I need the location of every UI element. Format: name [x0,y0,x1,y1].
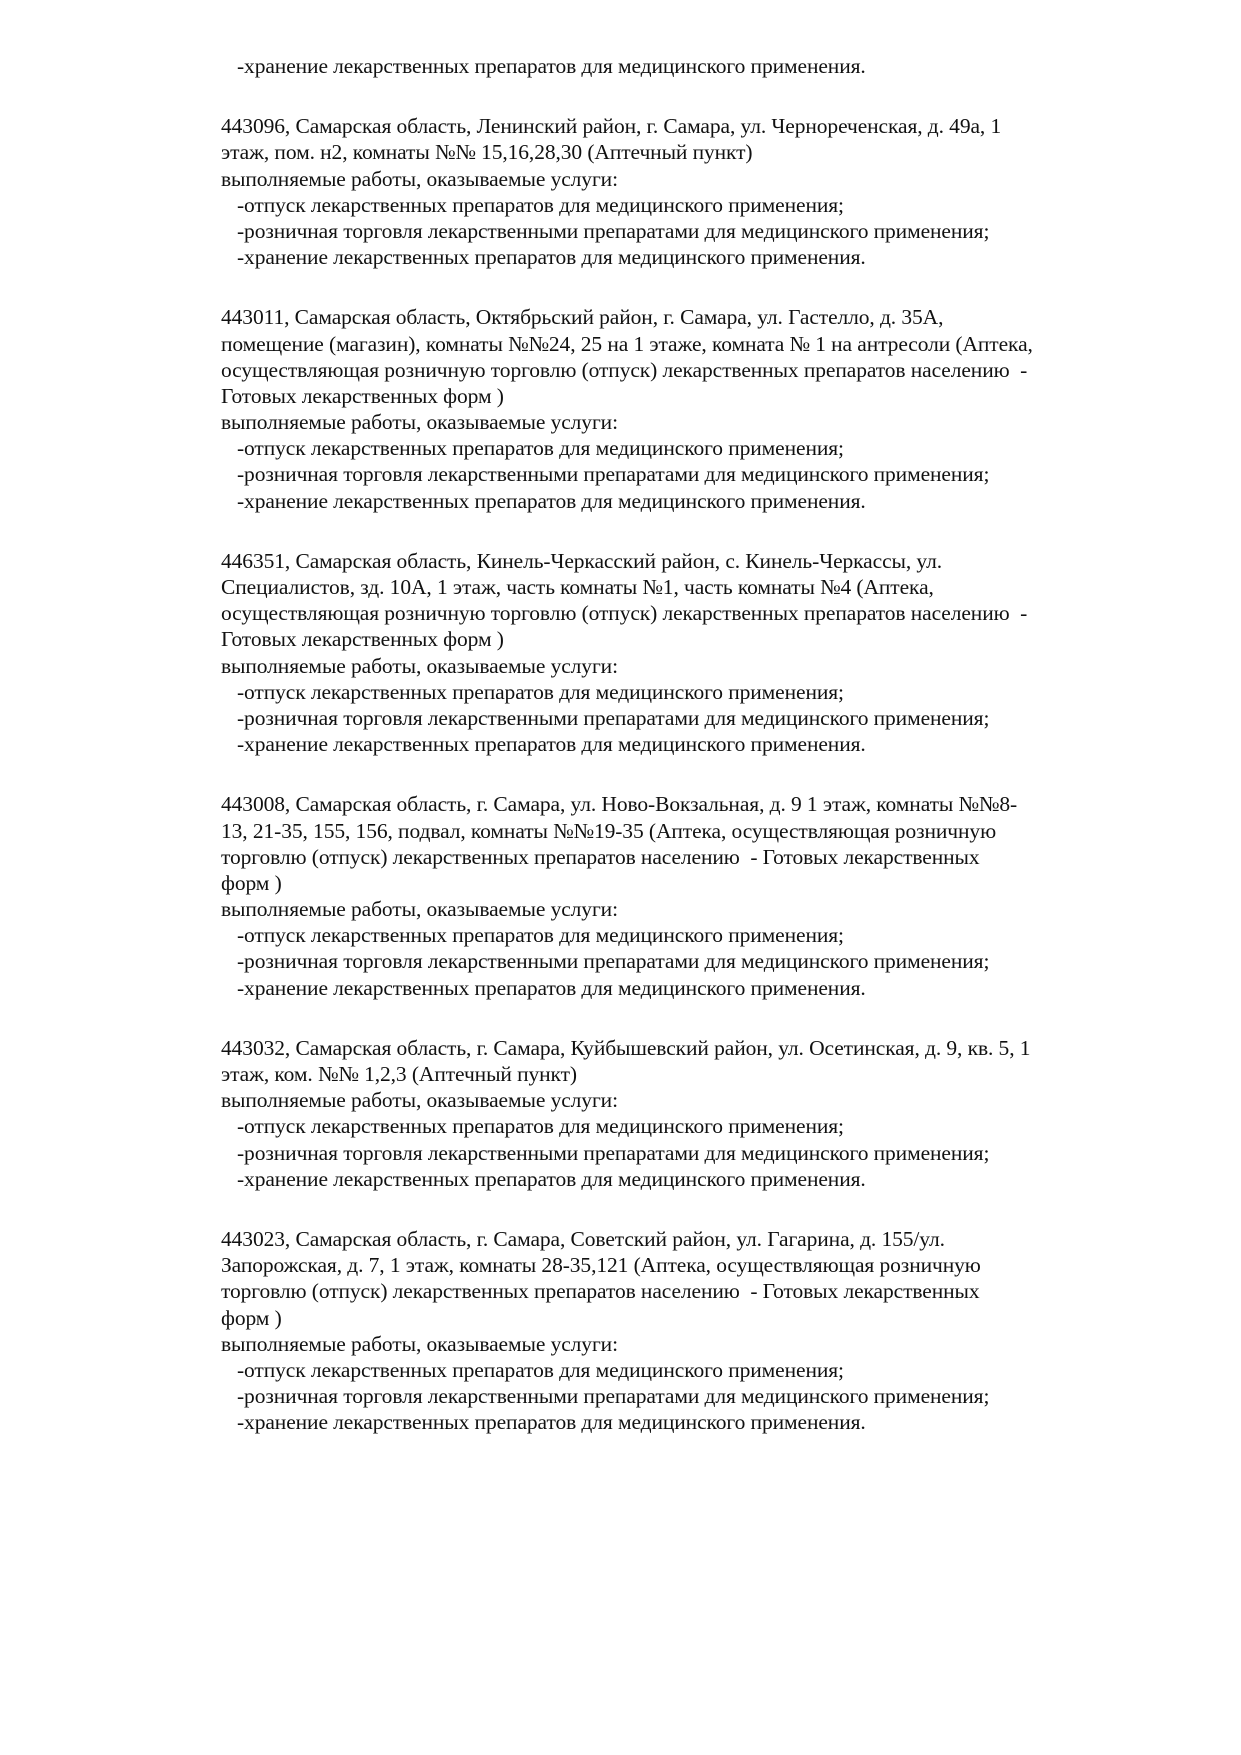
document-page [221,53,1181,1435]
address-entry [221,791,1181,1001]
address-line: 446351, Самарская область, Кинель-Черкасский район, с. Кинель-Черкассы, ул. [221,548,943,573]
address-line: помещение (магазин), комнаты №№24, 25 на 1 этаже, комната № 1 на антресоли (Аптека, [221,331,1033,356]
address-line: форм ) [221,1305,282,1330]
address-line: 443032, Самарская область, г. Самара, Куйбышевский район, ул. Осетинская, д. 9, кв. 5, 1 [221,1035,1031,1060]
address-line: осуществляющая розничную торговлю (отпуск) лекарственных препаратов населению - [221,601,1028,626]
address-line: торговлю (отпуск) лекарственных препаратов населению - Готовых лекарственных [221,1279,980,1304]
address-line: 443008, Самарская область, г. Самара, ул. Ново-Вокзальная, д. 9 1 этаж, комнаты №№8- [221,792,1018,817]
service-item: -хранение лекарственных препаратов для медицинского применения. [237,975,866,1000]
services-header: выполняемые работы, оказываемые услуги: [221,1088,618,1113]
service-item: -розничная торговля лекарственными препаратами для медицинского применения; [237,705,990,730]
service-item: -хранение лекарственных препаратов для медицинского применения. [237,1410,866,1435]
address-entry [221,1226,1181,1436]
service-item: -отпуск лекарственных препаратов для медицинского применения; [237,436,844,461]
service-item: -отпуск лекарственных препаратов для медицинского применения; [237,1357,844,1382]
services-header: выполняемые работы, оказываемые услуги: [221,653,618,678]
address-line: осуществляющая розничную торговлю (отпуск) лекарственных препаратов населению - [221,357,1028,382]
services-header: выполняемые работы, оказываемые услуги: [221,1331,618,1356]
service-item: -хранение лекарственных препаратов для медицинского применения. [237,732,866,757]
service-item: -розничная торговля лекарственными препаратами для медицинского применения; [237,949,990,974]
address-line: торговлю (отпуск) лекарственных препаратов населению - Готовых лекарственных [221,844,980,869]
service-item: -розничная торговля лекарственными препаратами для медицинского применения; [237,462,990,487]
address-line: 443096, Самарская область, Ленинский район, г. Самара, ул. Чернореченская, д. 49а, 1 [221,114,1002,139]
service-item: -розничная торговля лекарственными препаратами для медицинского применения; [237,218,990,243]
address-entry [221,304,1181,514]
service-item: -отпуск лекарственных препаратов для медицинского применения; [237,923,844,948]
address-line: Запорожская, д. 7, 1 этаж, комнаты 28-35,121 (Аптека, осуществляющая розничную [221,1253,981,1278]
service-item: -отпуск лекарственных препаратов для медицинского применения; [237,679,844,704]
address-line: Готовых лекарственных форм ) [221,627,504,652]
address-line: Готовых лекарственных форм ) [221,383,504,408]
service-item: -отпуск лекарственных препаратов для медицинского применения; [237,1114,844,1139]
address-line: 443011, Самарская область, Октябрьский район, г. Самара, ул. Гастелло, д. 35А, [221,305,944,330]
service-item: -хранение лекарственных препаратов для медицинского применения. [237,488,866,513]
service-item: -розничная торговля лекарственными препаратами для медицинского применения; [237,1140,990,1165]
address-entry [221,113,1181,270]
address-line: Специалистов, зд. 10А, 1 этаж, часть комнаты №1, часть комнаты №4 (Аптека, [221,575,934,599]
service-item: -розничная торговля лекарственными препаратами для медицинского применения; [237,1384,990,1409]
entry-spacer [221,757,1181,791]
services-header: выполняемые работы, оказываемые услуги: [221,410,618,435]
service-item: -хранение лекарственных препаратов для медицинского применения. [237,245,866,270]
service-item: -отпуск лекарственных препаратов для медицинского применения; [237,192,844,217]
service-item: -хранение лекарственных препаратов для медицинского применения. [237,1166,866,1191]
address-line: этаж, ком. №№ 1,2,3 (Аптечный пункт) [221,1062,577,1086]
entry-spacer [221,1192,1181,1226]
address-line: этаж, пом. н2, комнаты №№ 15,16,28,30 (Аптечный пункт) [221,140,753,165]
service-item: -хранение лекарственных препаратов для медицинского применения. [237,54,866,78]
entry-spacer [221,514,1181,548]
address-line: 13, 21-35, 155, 156, подвал, комнаты №№19-35 (Аптека, осуществляющая розничную [221,818,997,843]
services-header: выполняемые работы, оказываемые услуги: [221,897,618,922]
entry-spacer [221,79,1181,113]
services-header: выполняемые работы, оказываемые услуги: [221,166,618,191]
entry-spacer [221,270,1181,304]
entry-spacer [221,1001,1181,1035]
entries-list [221,79,1181,1435]
address-line: форм ) [221,870,282,895]
address-line: 443023, Самарская область, г. Самара, Советский район, ул. Гагарина, д. 155/ул. [221,1226,945,1251]
address-entry [221,548,1181,758]
address-entry [221,1035,1181,1192]
